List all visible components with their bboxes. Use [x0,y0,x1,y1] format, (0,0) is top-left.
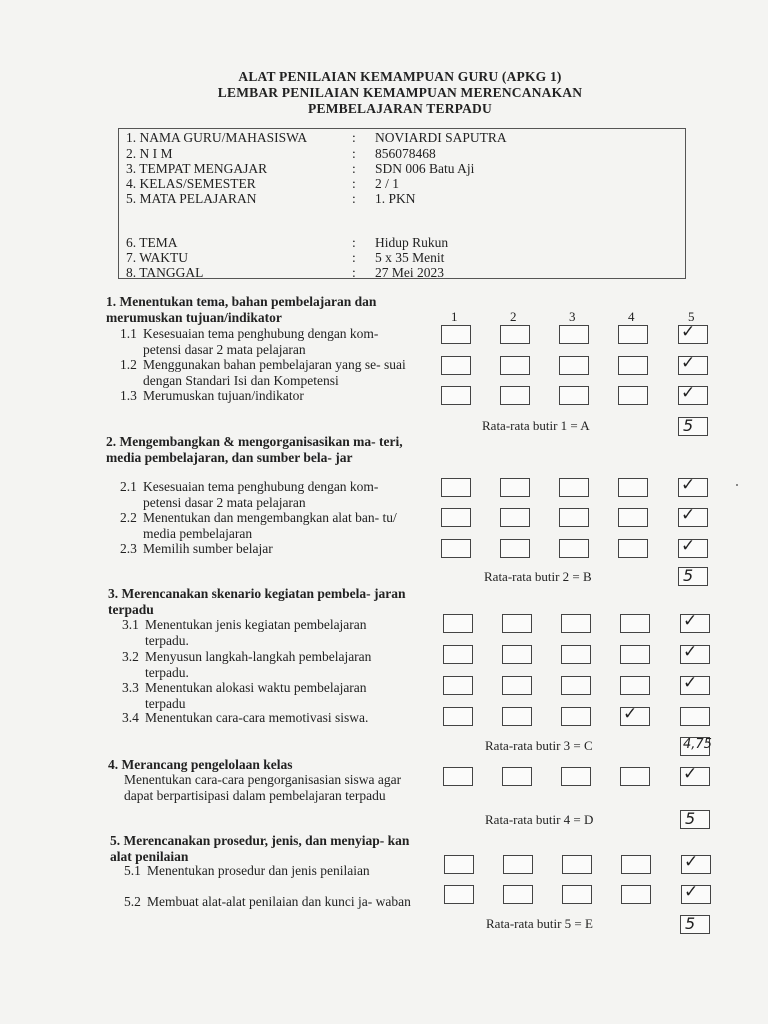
score-checkbox[interactable] [441,478,471,497]
score-checkbox[interactable] [500,356,530,375]
score-checkbox[interactable] [503,855,533,874]
average-value-box[interactable] [680,810,710,829]
info-colon: : [352,265,356,280]
title-line-3: PEMBELAJARAN TERPADU [308,101,492,116]
score-checkbox[interactable] [680,764,710,786]
score-checkbox[interactable] [559,325,589,344]
info-value: 1. PKN [375,191,416,206]
score-checkbox[interactable] [500,508,530,527]
criterion-number: 1.2 [120,357,137,372]
criterion-number: 1.3 [120,388,137,403]
score-checkbox[interactable] [678,322,708,344]
criterion-text: Menentukan prosedur dan jenis penilaian [147,863,370,878]
criterion-number: 3.3 [122,680,139,695]
score-checkbox[interactable] [502,707,532,726]
criterion-number: 3.1 [122,617,139,632]
check-mark-icon: ✓ [684,882,699,902]
info-colon: : [352,235,356,250]
score-checkbox[interactable] [680,673,710,695]
score-checkbox[interactable] [502,767,532,786]
score-checkbox[interactable] [680,707,710,726]
score-checkbox[interactable] [443,707,473,726]
score-checkbox[interactable] [559,356,589,375]
score-checkbox[interactable] [561,614,591,633]
score-column-heading: 5 [688,309,695,324]
info-colon: : [352,161,356,176]
section-title: 3. Merencanakan skenario kegiatan pembela- jaran terpadu [108,586,406,617]
score-checkbox[interactable] [620,614,650,633]
score-checkbox[interactable] [441,539,471,558]
criterion-number: 5.2 [124,894,141,909]
criterion-number: 3.2 [122,649,139,664]
check-mark-icon: ✓ [681,536,696,556]
check-mark-icon: ✓ [681,353,696,373]
score-checkbox[interactable] [444,855,474,874]
check-mark-icon: ✓ [623,704,638,724]
score-checkbox[interactable] [562,885,592,904]
average-value: 5 [683,416,694,435]
info-value: 27 Mei 2023 [375,265,444,280]
criterion-text: Menentukan cara-cara memotivasi siswa. [145,710,369,725]
section-title: 1. Menentukan tema, bahan pembelajaran dan merumuskan tujuan/indikator [106,294,377,325]
score-checkbox[interactable] [621,855,651,874]
title-line-1: ALAT PENILAIAN KEMAMPUAN GURU (APKG 1) [238,69,562,84]
score-checkbox[interactable] [618,508,648,527]
score-checkbox[interactable] [443,676,473,695]
score-checkbox[interactable] [443,645,473,664]
criterion-text: Menyusun langkah-langkah pembelajaran terpadu. [145,649,372,680]
score-checkbox[interactable] [678,536,708,558]
info-colon: : [352,191,356,206]
info-label: 1. NAMA GURU/MAHASISWA [126,130,308,145]
section-title: 5. Merencanakan prosedur, jenis, dan menyiap- kan alat penilaian [110,833,410,864]
check-mark-icon: ✓ [681,505,696,525]
score-checkbox[interactable] [620,645,650,664]
score-checkbox[interactable] [678,475,708,497]
average-value-box[interactable] [678,567,708,586]
info-label: 6. TEMA [126,235,178,250]
average-value: 5 [685,809,696,828]
check-mark-icon: ✓ [683,642,698,662]
score-checkbox[interactable] [681,852,711,874]
average-value: 5 [683,566,694,585]
score-checkbox[interactable] [559,539,589,558]
score-checkbox[interactable] [559,508,589,527]
score-checkbox[interactable] [502,645,532,664]
score-checkbox[interactable] [559,386,589,405]
criterion-number: 1.1 [120,326,137,341]
score-checkbox[interactable] [678,353,708,375]
score-checkbox[interactable] [443,767,473,786]
score-checkbox[interactable] [678,383,708,405]
check-mark-icon: ✓ [684,852,699,872]
score-checkbox[interactable] [561,645,591,664]
score-checkbox[interactable] [500,478,530,497]
info-value: NOVIARDI SAPUTRA [375,130,507,145]
info-colon: : [352,176,356,191]
score-checkbox[interactable] [621,885,651,904]
info-colon: : [352,250,356,265]
info-label: 4. KELAS/SEMESTER [126,176,256,191]
score-checkbox[interactable] [561,676,591,695]
score-checkbox[interactable] [618,386,648,405]
section-title: 2. Mengembangkan & mengorganisasikan ma- teri, media pembelajaran, dan sumber bela- jar [106,434,403,465]
score-column-heading: 3 [569,309,576,324]
criterion-text: Merumuskan tujuan/indikator [143,388,304,403]
criterion-text: Menentukan alokasi waktu pembelajaran terpadu [145,680,367,711]
criterion-number: 5.1 [124,863,141,878]
score-checkbox[interactable] [559,478,589,497]
check-mark-icon: ✓ [681,475,696,495]
score-checkbox[interactable] [441,356,471,375]
info-value: Hidup Rukun [375,235,449,250]
criterion-number: 3.4 [122,710,139,725]
score-checkbox[interactable] [620,676,650,695]
criterion-text: Menggunakan bahan pembelajaran yang se- suai dengan Standari Isi dan Kompetensi [143,357,406,388]
score-column-heading: 4 [628,309,635,324]
average-value-box[interactable] [680,737,710,756]
criterion-text: Menentukan cara-cara pengorganisasian siswa agar dapat berpartisipasi dalam pembelajaran terpadu [124,772,402,803]
criterion-number: 2.1 [120,479,137,494]
score-checkbox[interactable] [502,614,532,633]
average-label: Rata-rata butir 5 = E [486,916,593,931]
info-value: 5 x 35 Menit [375,250,445,265]
criterion-text: Membuat alat-alat penilaian dan kunci ja- waban [147,894,411,909]
score-checkbox[interactable] [441,386,471,405]
score-checkbox[interactable] [500,325,530,344]
info-label: 7. WAKTU [126,250,188,265]
score-checkbox[interactable] [441,508,471,527]
criterion-text: Memilih sumber belajar [143,541,273,556]
score-checkbox[interactable] [561,707,591,726]
score-checkbox[interactable] [444,885,474,904]
score-checkbox[interactable] [503,885,533,904]
score-checkbox[interactable] [441,325,471,344]
info-label: 2. N I M [126,146,173,161]
section-title: 4. Merancang pengelolaan kelas [108,757,293,772]
score-checkbox[interactable] [618,356,648,375]
average-value: 5 [685,914,696,933]
criterion-number: 2.2 [120,510,137,525]
info-value: SDN 006 Batu Aji [375,161,475,176]
score-column-heading: 2 [510,309,517,324]
criterion-text: Menentukan jenis kegiatan pembelajaran terpadu. [145,617,367,648]
score-checkbox[interactable] [680,642,710,664]
info-label: 3. TEMPAT MENGAJAR [126,161,268,176]
criterion-text: Kesesuaian tema penghubung dengan kom- petensi dasar 2 mata pelajaran [143,326,379,357]
score-checkbox[interactable] [443,614,473,633]
score-checkbox[interactable] [618,539,648,558]
score-checkbox[interactable] [502,676,532,695]
info-label: 8. TANGGAL [126,265,204,280]
average-label: Rata-rata butir 3 = C [485,738,593,753]
score-checkbox[interactable] [618,325,648,344]
criterion-text: Menentukan dan mengembangkan alat ban- tu/ media pembelajaran [143,510,397,541]
average-value-box[interactable] [680,915,710,934]
check-mark-icon: ✓ [683,764,698,784]
score-checkbox[interactable] [500,539,530,558]
info-colon: : [352,146,356,161]
score-checkbox[interactable] [678,505,708,527]
score-checkbox[interactable] [681,882,711,904]
average-value: 4,75 [683,737,712,752]
score-column-heading: 1 [451,309,458,324]
score-checkbox[interactable] [500,386,530,405]
score-checkbox[interactable] [561,767,591,786]
check-mark-icon: ✓ [681,322,696,342]
average-label: Rata-rata butir 1 = A [482,418,590,433]
score-checkbox[interactable] [680,611,710,633]
score-checkbox[interactable] [562,855,592,874]
check-mark-icon: ✓ [683,611,698,631]
title-line-2: LEMBAR PENILAIAN KEMAMPUAN MERENCANAKAN [217,85,583,100]
score-checkbox[interactable] [618,478,648,497]
info-label: 5. MATA PELAJARAN [126,191,257,206]
criterion-text: Kesesuaian tema penghubung dengan kom- petensi dasar 2 mata pelajaran [143,479,379,510]
criterion-number: 2.3 [120,541,137,556]
average-value-box[interactable] [678,417,708,436]
score-checkbox[interactable] [620,767,650,786]
check-mark-icon: ✓ [683,673,698,693]
speck [736,484,738,486]
average-label: Rata-rata butir 2 = B [484,569,592,584]
check-mark-icon: ✓ [681,383,696,403]
info-colon: : [352,130,356,145]
info-value: 856078468 [375,146,436,161]
average-label: Rata-rata butir 4 = D [485,812,594,827]
score-checkbox[interactable] [620,704,650,726]
info-value: 2 / 1 [375,176,400,191]
